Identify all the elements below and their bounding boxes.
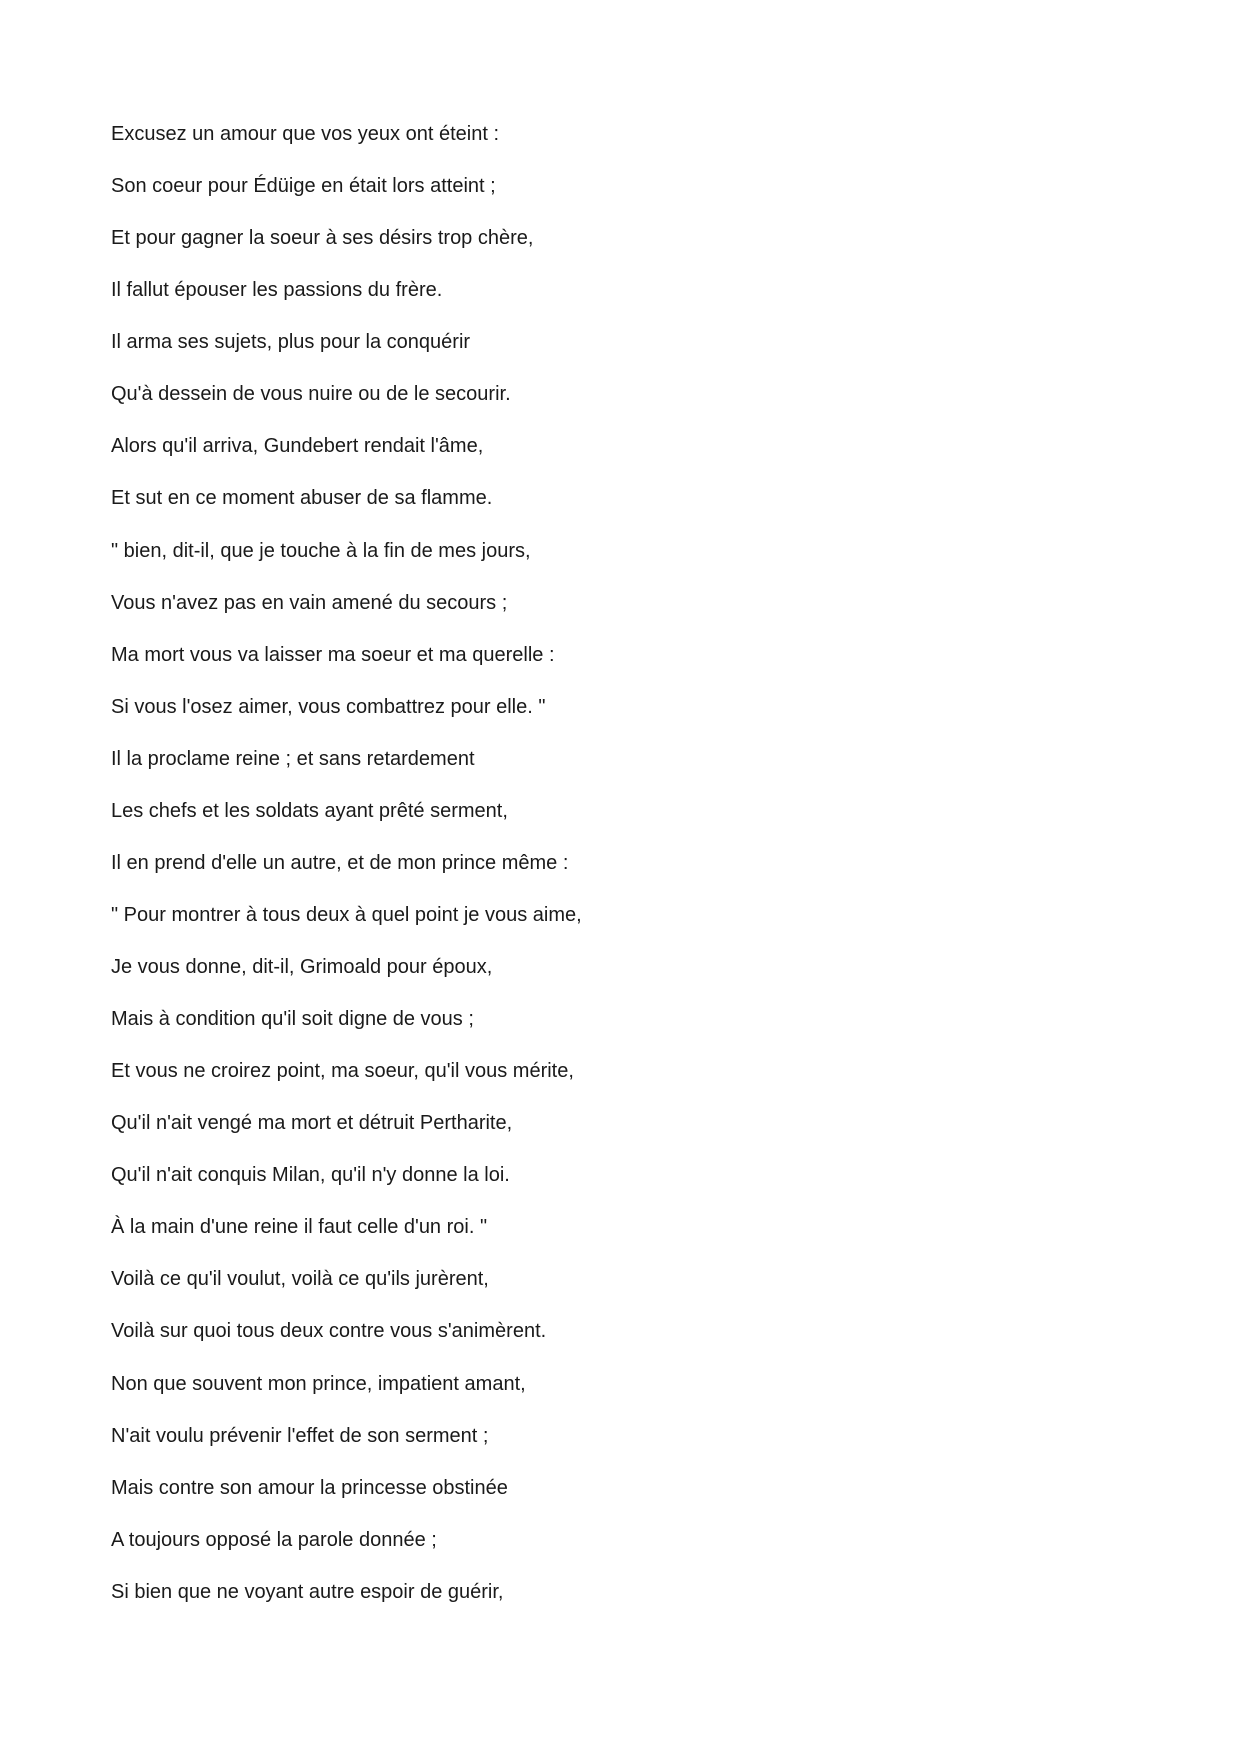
verse-line: Il en prend d'elle un autre, et de mon prince même : bbox=[111, 851, 569, 874]
verse-line: Mais contre son amour la princesse obstinée bbox=[111, 1476, 508, 1499]
verse-line: Mais à condition qu'il soit digne de vous ; bbox=[111, 1008, 474, 1031]
verse-list bbox=[111, 108, 582, 1618]
verse-line: Non que souvent mon prince, impatient amant, bbox=[111, 1372, 526, 1395]
verse-line: Son coeur pour Édüige en était lors atteint ; bbox=[111, 175, 496, 198]
verse-line: Je vous donne, dit-il, Grimoald pour époux, bbox=[111, 956, 493, 978]
verse-line: Et pour gagner la soeur à ses désirs trop chère, bbox=[111, 227, 534, 250]
verse-line: Si bien que ne voyant autre espoir de guérir, bbox=[111, 1580, 504, 1603]
verse-line: Voilà sur quoi tous deux contre vous s'animèrent. bbox=[111, 1320, 547, 1343]
verse-line: Qu'il n'ait conquis Milan, qu'il n'y donne la loi. bbox=[111, 1164, 510, 1187]
verse-line: Excusez un amour que vos yeux ont éteint : bbox=[111, 123, 499, 145]
verse-line: À la main d'une reine il faut celle d'un roi. " bbox=[111, 1216, 488, 1239]
verse-line: " Pour montrer à tous deux à quel point je vous aime, bbox=[111, 903, 582, 926]
verse-line: Les chefs et les soldats ayant prêté serment, bbox=[111, 799, 508, 822]
verse-line: Et vous ne croirez point, ma soeur, qu'il vous mérite, bbox=[111, 1060, 574, 1083]
verse-line: A toujours opposé la parole donnée ; bbox=[111, 1528, 437, 1551]
verse-line: Et sut en ce moment abuser de sa flamme. bbox=[111, 487, 493, 510]
verse-line: Il la proclame reine ; et sans retardement bbox=[111, 747, 475, 770]
verse-line: Qu'il n'ait vengé ma mort et détruit Pertharite, bbox=[111, 1112, 513, 1135]
verse-line: Vous n'avez pas en vain amené du secours ; bbox=[111, 591, 508, 614]
verse-line: Alors qu'il arriva, Gundebert rendait l'âme, bbox=[111, 435, 484, 458]
verse-line: " bien, dit-il, que je touche à la fin de mes jours, bbox=[111, 539, 531, 562]
verse-line: N'ait voulu prévenir l'effet de son serment ; bbox=[111, 1424, 489, 1447]
verse-line: Si vous l'osez aimer, vous combattrez pour elle. " bbox=[111, 695, 546, 718]
verse-line: Voilà ce qu'il voulut, voilà ce qu'ils jurèrent, bbox=[111, 1268, 489, 1291]
verse-line: Qu'à dessein de vous nuire ou de le secourir. bbox=[111, 383, 511, 406]
verse-line: Il arma ses sujets, plus pour la conquérir bbox=[111, 331, 471, 354]
verse-line: Ma mort vous va laisser ma soeur et ma querelle : bbox=[111, 643, 555, 666]
verse-line: Il fallut épouser les passions du frère. bbox=[111, 279, 443, 302]
